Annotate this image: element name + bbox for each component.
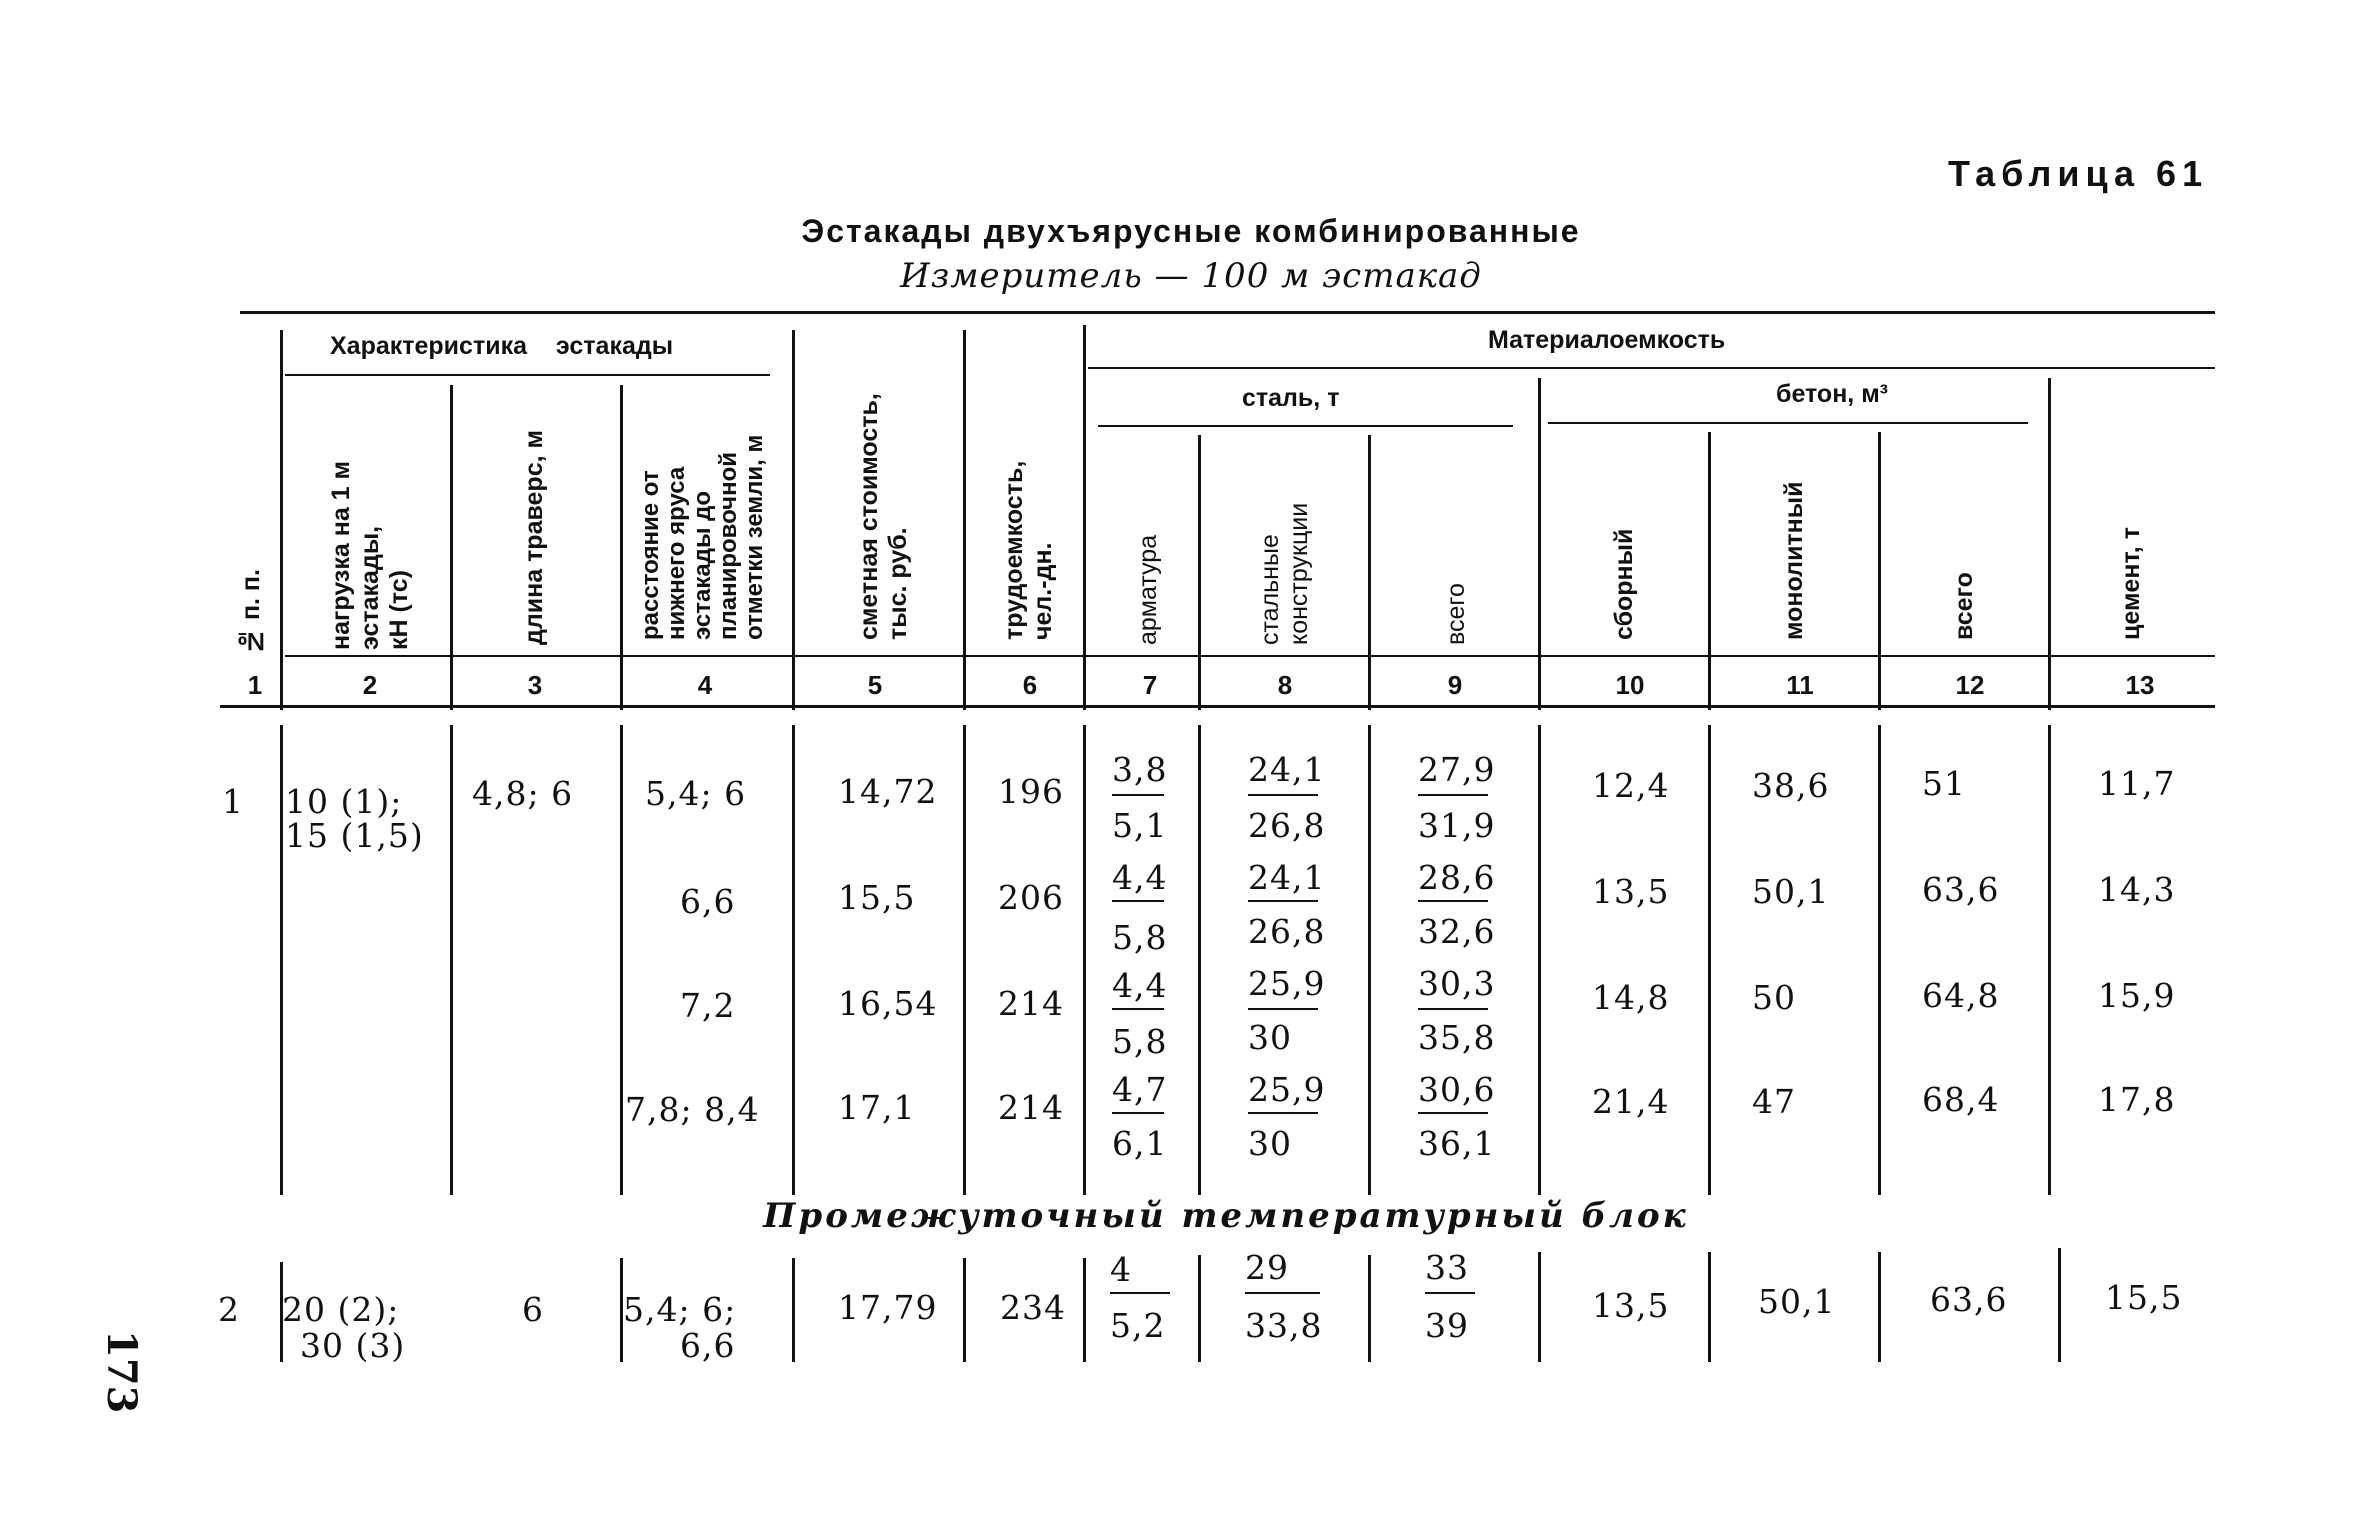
row2-sk-top: 29 [1245,1248,1289,1287]
fraction-bar [1248,1008,1318,1010]
row1-sub1-distance: 5,4; 6 [645,774,747,813]
row2-load-line2: 30 (3) [300,1326,406,1365]
row1-sub4-arm-top: 4,7 [1112,1070,1168,1109]
row1-sub1-arm-bot: 5,1 [1112,806,1168,845]
col-rule-1 [280,330,283,710]
row2-sk-bot: 33,8 [1245,1306,1323,1345]
row2-arm-bot: 5,2 [1110,1306,1166,1345]
fraction-bar [1110,1292,1170,1294]
col-header-8: стальные конструкции [1256,502,1313,645]
col-header-3: длина траверс, м [520,430,548,645]
row1-sub4-cost: 17,1 [838,1088,916,1127]
row2-rule-9 [1538,1252,1541,1362]
col-number-1: 1 [247,670,263,700]
row1-sub3-cost: 16,54 [838,984,938,1023]
fraction-bar [1245,1292,1320,1294]
col-rule-2 [450,385,453,710]
row1-sub4-prefab: 21,4 [1592,1082,1670,1121]
row1-sub1-arm-top: 3,8 [1112,750,1168,789]
col-number-11: 11 [1786,670,1814,700]
col-rule-11 [1878,432,1881,710]
col-rule-6-body [1083,725,1086,1195]
row1-sub2-tot-top: 28,6 [1418,858,1496,897]
table-subtitle: Измеритель — 100 м эстакад [900,256,1482,296]
row1-load-line2: 15 (1,5) [285,816,424,855]
row1-sub3-tot-top: 30,3 [1418,964,1496,1003]
col-rule-12-body [2048,725,2051,1195]
col-rule-8 [1368,435,1371,710]
col-header-6: трудоемкость, чел.-дн. [1000,460,1057,640]
col-header-9: всего [1442,583,1470,645]
col-rule-1-body [280,725,283,1195]
row1-sub1-conc-total: 51 [1922,764,1966,803]
row1-sub4-tot-top: 30,6 [1418,1070,1496,1109]
row1-sub3-prefab: 14,8 [1592,978,1670,1017]
fraction-bar [1112,900,1164,902]
col-rule-12 [2048,378,2051,710]
fraction-bar [1248,1112,1318,1114]
fraction-bar [1248,900,1318,902]
col-header-10: сборный [1610,528,1638,640]
row2-cost: 17,79 [838,1288,938,1327]
col-number-12: 12 [1955,670,1985,700]
row2-rule-11 [1878,1252,1881,1362]
col-rule-11-body [1878,725,1881,1195]
col-rule-9-body [1538,725,1541,1195]
row1-sub1-cost: 14,72 [838,772,938,811]
col-number-8: 8 [1277,670,1293,700]
colnum-top-rule [285,655,2215,657]
row1-sub2-prefab: 13,5 [1592,872,1670,911]
row1-sub1-sk-top: 24,1 [1248,750,1326,789]
steel-group-rule [1098,425,1513,427]
col-number-10: 10 [1615,670,1645,700]
row1-sub3-arm-top: 4,4 [1112,966,1168,1005]
row1-sub4-distance: 7,8; 8,4 [625,1090,760,1129]
char-group-rule [285,374,770,376]
col-rule-4 [792,330,795,710]
col-rule-8-body [1368,725,1371,1195]
col-rule-9 [1538,378,1541,710]
col-number-3: 3 [527,670,543,700]
group-header-concrete: бетон, м³ [1776,380,1889,408]
row2-arm-top: 4 [1110,1250,1132,1289]
group-header-steel: сталь, т [1242,384,1340,412]
col-number-4: 4 [697,670,713,700]
row1-sub1-cement: 11,7 [2098,764,2176,803]
row2-traverse: 6 [522,1290,544,1329]
row2-prefab: 13,5 [1592,1286,1670,1325]
col-header-13: цемент, т [2117,527,2145,640]
row1-sub4-sk-bot: 30 [1248,1124,1292,1163]
col-header-5: сметная стоимость, тыс. руб. [855,393,912,640]
row2-number: 2 [218,1290,240,1329]
row1-sub3-distance: 7,2 [680,986,736,1025]
fraction-bar [1112,1112,1164,1114]
header-top-rule [240,311,2215,314]
col-number-7: 7 [1142,670,1158,700]
row2-tot-top: 33 [1425,1248,1469,1287]
row2-rule-12 [2058,1248,2061,1362]
fraction-bar [1248,794,1318,796]
row1-sub1-prefab: 12,4 [1592,766,1670,805]
row1-sub2-distance: 6,6 [680,882,736,921]
row1-load-line1: 10 (1); [285,782,403,821]
col-header-11: монолитный [1780,481,1808,640]
row2-mono: 50,1 [1758,1282,1836,1321]
row1-traverse: 4,8; 6 [472,774,574,813]
col-rule-7 [1198,435,1201,710]
row1-sub2-mono: 50,1 [1752,872,1830,911]
concrete-group-rule [1548,422,2028,424]
row1-sub1-tot-bot: 31,9 [1418,806,1496,845]
row1-sub2-cost: 15,5 [838,878,916,917]
col-number-2: 2 [362,670,378,700]
row2-distance-line2: 6,6 [680,1326,736,1365]
fraction-bar [1112,1008,1164,1010]
group-header-characteristics: Характеристика эстакады [330,332,674,360]
row1-sub2-arm-top: 4,4 [1112,858,1168,897]
header-bottom-rule [220,705,2215,708]
table-label: Таблица 61 [1948,153,2209,194]
fraction-bar [1425,1292,1475,1294]
col-rule-3 [620,385,623,710]
col-number-6: 6 [1022,670,1038,700]
row1-sub2-cement: 14,3 [2098,870,2176,909]
row1-sub3-sk-bot: 30 [1248,1018,1292,1057]
row1-sub4-tot-bot: 36,1 [1418,1124,1496,1163]
row2-rule-10 [1708,1252,1711,1362]
row1-sub4-mono: 47 [1752,1082,1796,1121]
fraction-bar [1112,794,1164,796]
fraction-bar [1418,900,1488,902]
row1-sub4-conc-total: 68,4 [1922,1080,2000,1119]
fraction-bar [1418,1112,1488,1114]
row2-labor: 234 [1000,1288,1066,1327]
row1-sub1-tot-top: 27,9 [1418,750,1496,789]
row1-sub1-sk-bot: 26,8 [1248,806,1326,845]
row1-sub4-labor: 214 [998,1088,1064,1127]
col-rule-5 [963,330,966,710]
col-number-9: 9 [1447,670,1463,700]
row1-number: 1 [222,782,244,821]
row2-conc-total: 63,6 [1930,1280,2008,1319]
col-rule-7-body [1198,725,1201,1195]
col-rule-5-body [963,725,966,1195]
row2-rule-8 [1368,1255,1371,1362]
row1-sub4-cement: 17,8 [2098,1080,2176,1119]
row1-sub2-conc-total: 63,6 [1922,870,2000,909]
row2-load-line1: 20 (2); [282,1290,400,1329]
section-title: Промежуточный температурный блок [763,1196,1689,1236]
row1-sub4-arm-bot: 6,1 [1112,1124,1168,1163]
col-rule-4-body [792,725,795,1195]
col-rule-6 [1083,325,1086,710]
col-rule-2-body [450,725,453,1195]
row1-sub3-mono: 50 [1752,978,1796,1017]
row1-sub2-arm-bot: 5,8 [1112,918,1168,957]
table-title: Эстакады двухъярусные комбинированные [801,213,1581,249]
row1-sub4-sk-top: 25,9 [1248,1070,1326,1109]
col-header-7: арматура [1134,534,1162,645]
col-number-13: 13 [2125,670,2155,700]
col-header-4: расстояние от нижнего яруса эстакады до планировочной отметки земли, м [637,434,768,640]
row1-sub2-sk-bot: 26,8 [1248,912,1326,951]
row1-sub2-sk-top: 24,1 [1248,858,1326,897]
fraction-bar [1418,1008,1488,1010]
row1-sub3-tot-bot: 35,8 [1418,1018,1496,1057]
row1-sub3-cement: 15,9 [2098,976,2176,1015]
col-header-1: № п. п. [237,569,265,655]
row1-sub2-tot-bot: 32,6 [1418,912,1496,951]
col-rule-10-body [1708,725,1711,1195]
row2-rule-4 [792,1258,795,1362]
row1-sub1-labor: 196 [998,772,1064,811]
col-rule-3-body [620,725,623,1195]
col-header-2: нагрузка на 1 м эстакады, кН (тс) [327,460,413,650]
row2-distance-line1: 5,4; 6; [623,1290,737,1329]
col-header-12: всего [1950,572,1978,640]
row1-sub3-conc-total: 64,8 [1922,976,2000,1015]
group-header-materials: Материалоемкость [1488,326,1726,354]
page-number: 173 [98,1330,145,1414]
row2-rule-7 [1198,1255,1201,1362]
col-number-5: 5 [867,670,883,700]
row1-sub3-arm-bot: 5,8 [1112,1022,1168,1061]
mat-group-rule [1088,367,2215,369]
row2-tot-bot: 39 [1425,1306,1469,1345]
row2-rule-5 [963,1258,966,1362]
row2-cement: 15,5 [2105,1278,2183,1317]
fraction-bar [1418,794,1488,796]
row2-rule-6 [1083,1258,1086,1362]
row1-sub1-mono: 38,6 [1752,766,1830,805]
col-rule-10 [1708,432,1711,710]
row1-sub2-labor: 206 [998,878,1064,917]
row1-sub3-sk-top: 25,9 [1248,964,1326,1003]
row1-sub3-labor: 214 [998,984,1064,1023]
